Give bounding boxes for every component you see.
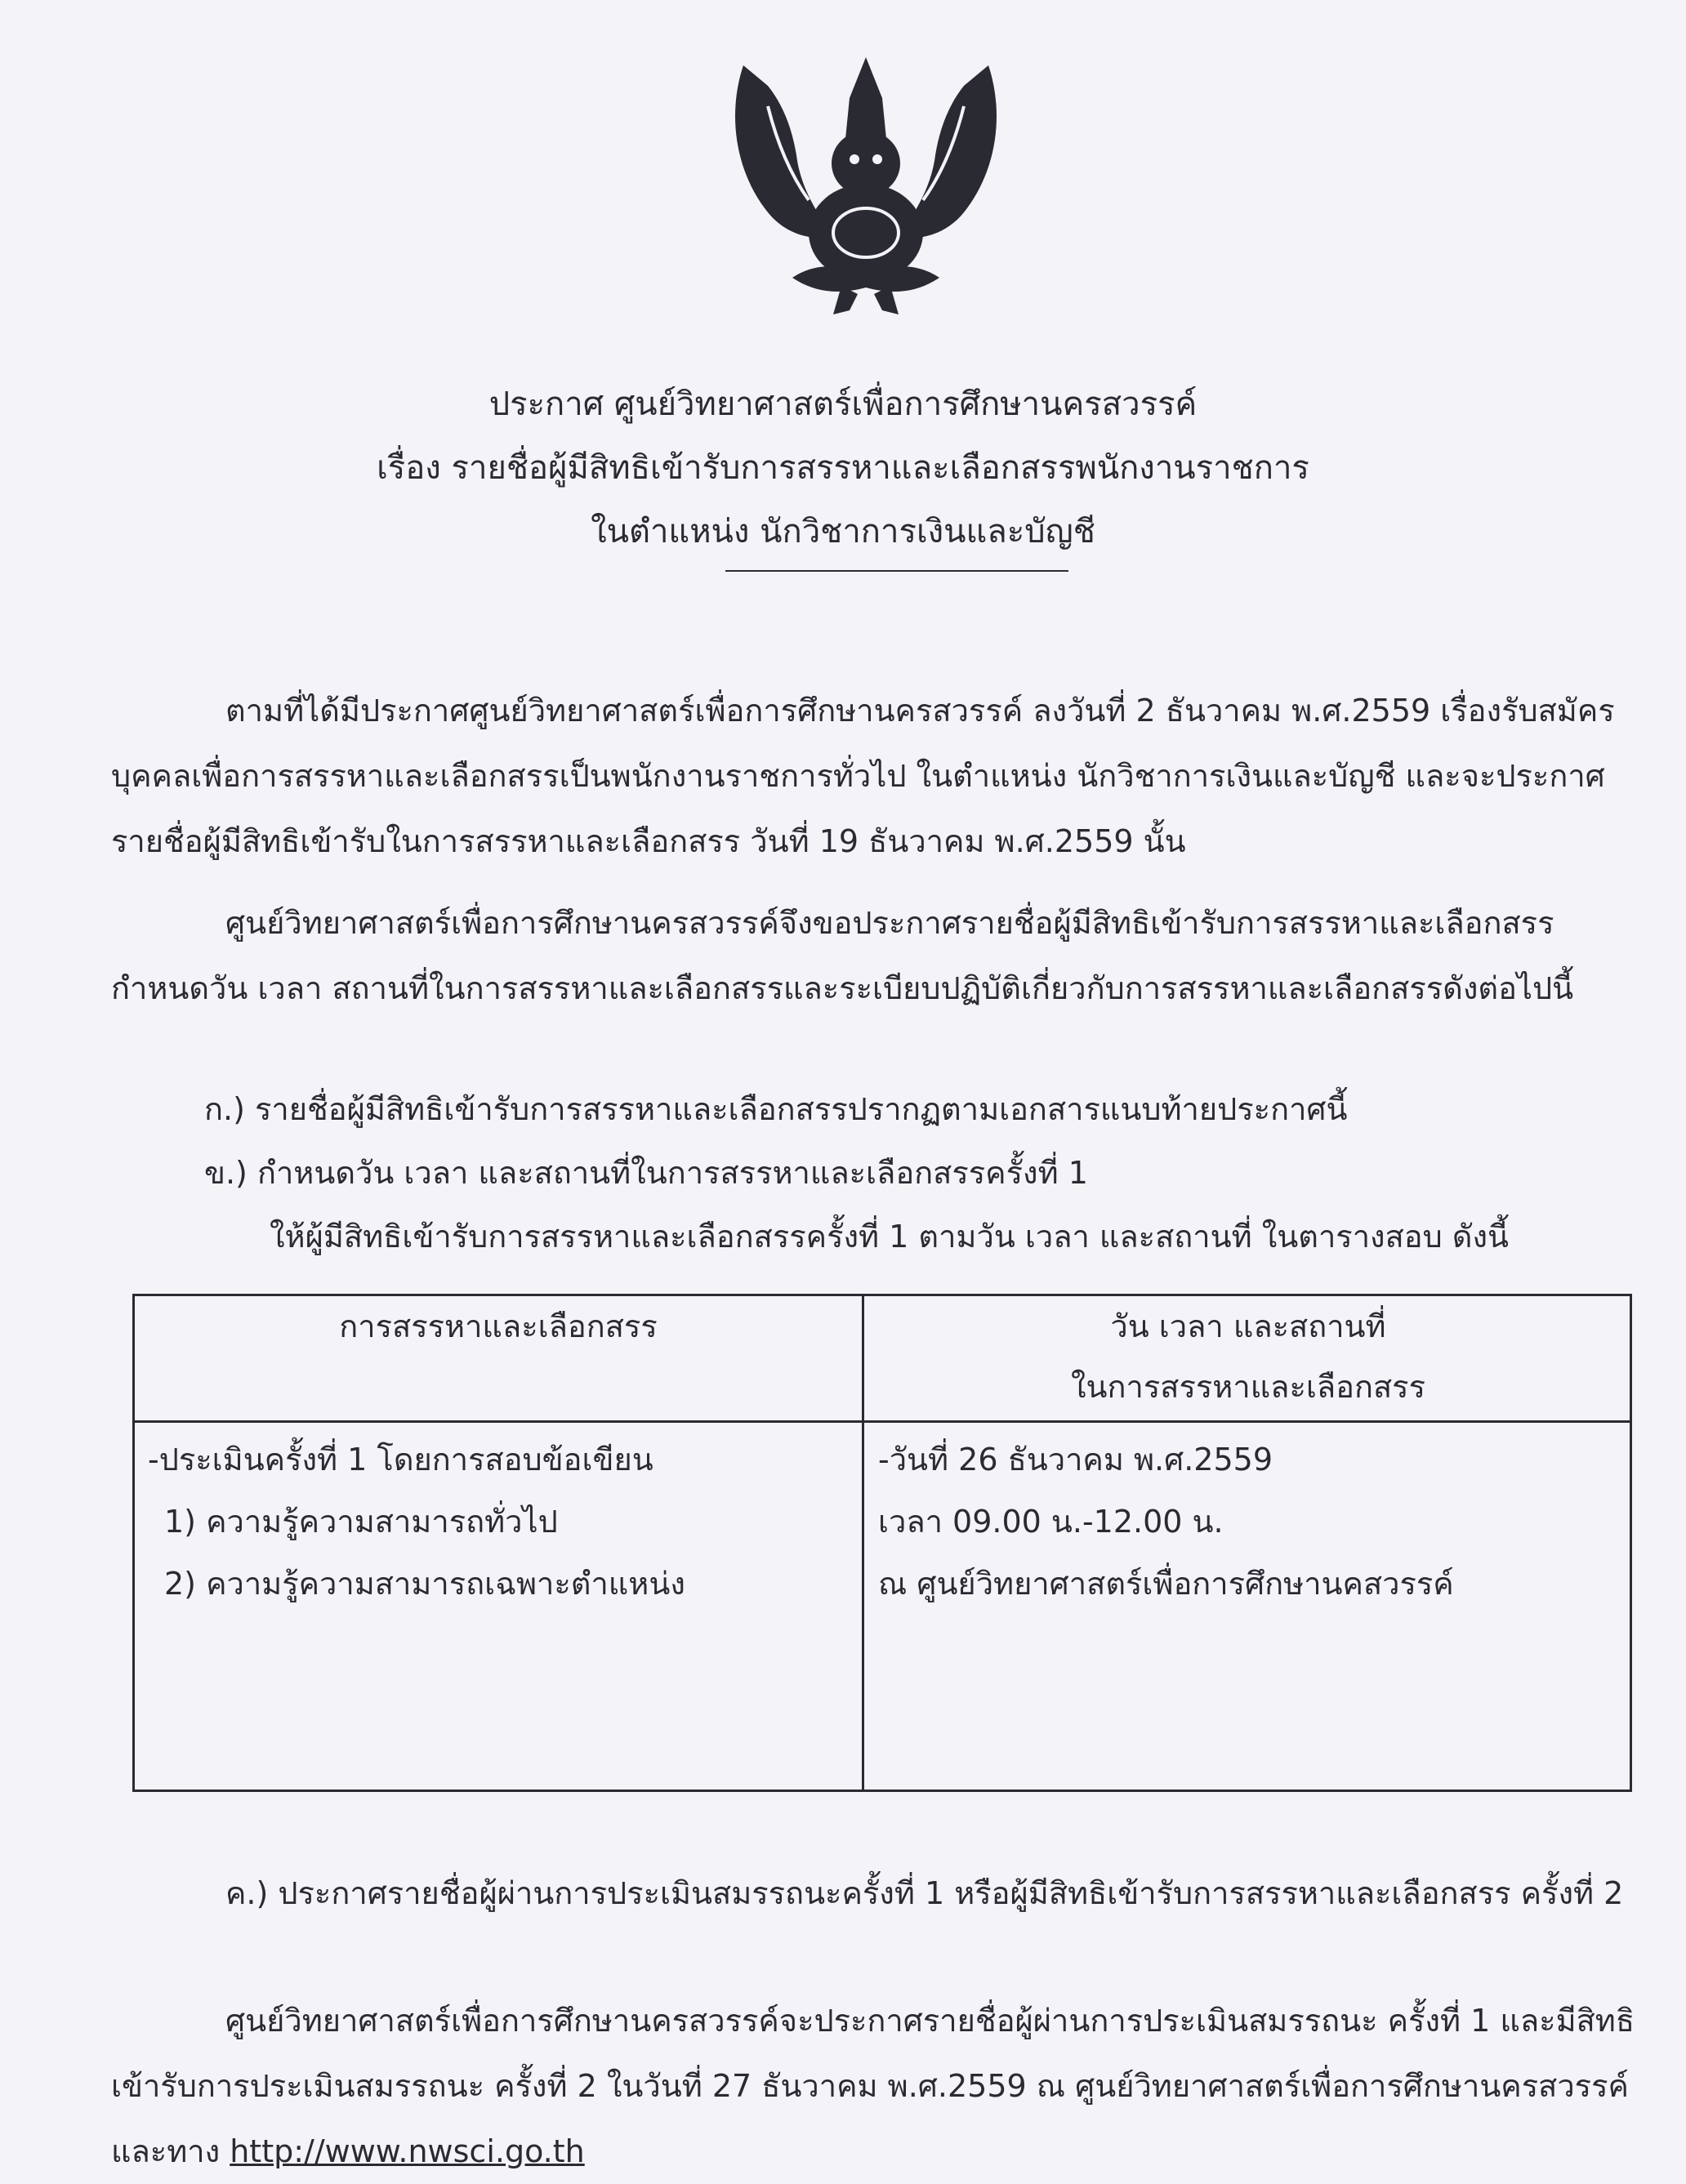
paragraph-intro: ตามที่ได้มีประกาศศูนย์วิทยาศาสตร์เพื่อการศึกษานครสวรรค์ ลงวันที่ 2 ธันวาคม พ.ศ.2559 เรื่องรับสมัครบุคคลเพื่อการสรรหาและเลือกสรรเป็นพนักงานราชการทั่วไป ในตำแหน่ง นักวิชาการเงินและบัญชี และจะประกาศรายชื่อผู้มีสิทธิเข้ารับในการสรรหาและเลือกสรร วันที่ 19 ธันวาคม พ.ศ.2559 นั้น bbox=[111, 693, 1615, 859]
item-b: ข.) กำหนดวัน เวลา และสถานที่ในการสรรหาและเลือกสรรครั้งที่ 1 bbox=[204, 1155, 1088, 1191]
table-cell-assessment: -ประเมินครั้งที่ 1 โดยการสอบข้อเขียน 1) ความรู้ความสามารถทั่วไป 2) ความรู้ความสามารถเฉพาะตำแหน่ง bbox=[148, 1442, 685, 1602]
announcement-title: ประกาศ ศูนย์วิทยาศาสตร์เพื่อการศึกษานครสวรรค์ bbox=[488, 386, 1198, 423]
website-link[interactable]: http://www.nwsci.go.th bbox=[230, 2133, 585, 2169]
table-header-right: วัน เวลา และสถานที่ ในการสรรหาและเลือกสรร bbox=[1071, 1308, 1425, 1405]
table-cell-schedule: -วันที่ 26 ธันวาคม พ.ศ.2559 เวลา 09.00 น.-12.00 น. ณ ศูนย์วิทยาศาสตร์เพื่อการศึกษานคสวรรค์ bbox=[878, 1442, 1454, 1602]
table-header-left: การสรรหาและเลือกสรร bbox=[339, 1308, 658, 1344]
exam-schedule-table bbox=[132, 1294, 1632, 1792]
announcement-position: ในตำแหน่ง นักวิชาการเงินและบัญชี bbox=[591, 513, 1095, 550]
item-a: ก.) รายชื่อผู้มีสิทธิเข้ารับการสรรหาและเลือกสรรปรากฏตามเอกสารแนบท้ายประกาศนี้ bbox=[204, 1091, 1348, 1127]
paragraph-announcement: ศูนย์วิทยาศาสตร์เพื่อการศึกษานครสวรรค์จึงขอประกาศรายชื่อผู้มีสิทธิเข้ารับการสรรหาและเลือกสรรกำหนดวัน เวลา สถานที่ในการสรรหาและเลือกสรรและระเบียบปฏิบัติเกี่ยวกับการสรรหาและเลือกสรรดังต่อไปนี้ bbox=[111, 905, 1574, 1006]
table-header-divider bbox=[135, 1420, 1630, 1423]
item-b-detail: ให้ผู้มีสิทธิเข้ารับการสรรหาและเลือกสรรครั้งที่ 1 ตามวัน เวลา และสถานที่ ในตารางสอบ ดังนี้ bbox=[270, 1219, 1510, 1255]
paragraph-results: ศูนย์วิทยาศาสตร์เพื่อการศึกษานครสวรรค์จะประกาศรายชื่อผู้ผ่านการประเมินสมรรถนะ ครั้งที่ 1 และมีสิทธิเข้ารับการประเมินสมรรถนะ ครั้งที่ 2 ในวันที่ 27 ธันวาคม พ.ศ.2559 ณ ศูนย์วิทยาศาสตร์เพื่อการศึกษานครสวรรค์ และทาง http://www.nwsci.go.th bbox=[111, 2003, 1635, 2169]
item-c: ค.) ประกาศรายชื่อผู้ผ่านการประเมินสมรรถนะครั้งที่ 1 หรือผู้มีสิทธิเข้ารับการสรรหาและเลือกสรร ครั้งที่ 2 bbox=[225, 1875, 1624, 1911]
title-underline bbox=[725, 570, 1068, 572]
announcement-subject: เรื่อง รายชื่อผู้มีสิทธิเข้ารับการสรรหาและเลือกสรรพนักงานราชการ bbox=[377, 449, 1309, 487]
garuda-emblem-icon bbox=[719, 49, 1013, 319]
